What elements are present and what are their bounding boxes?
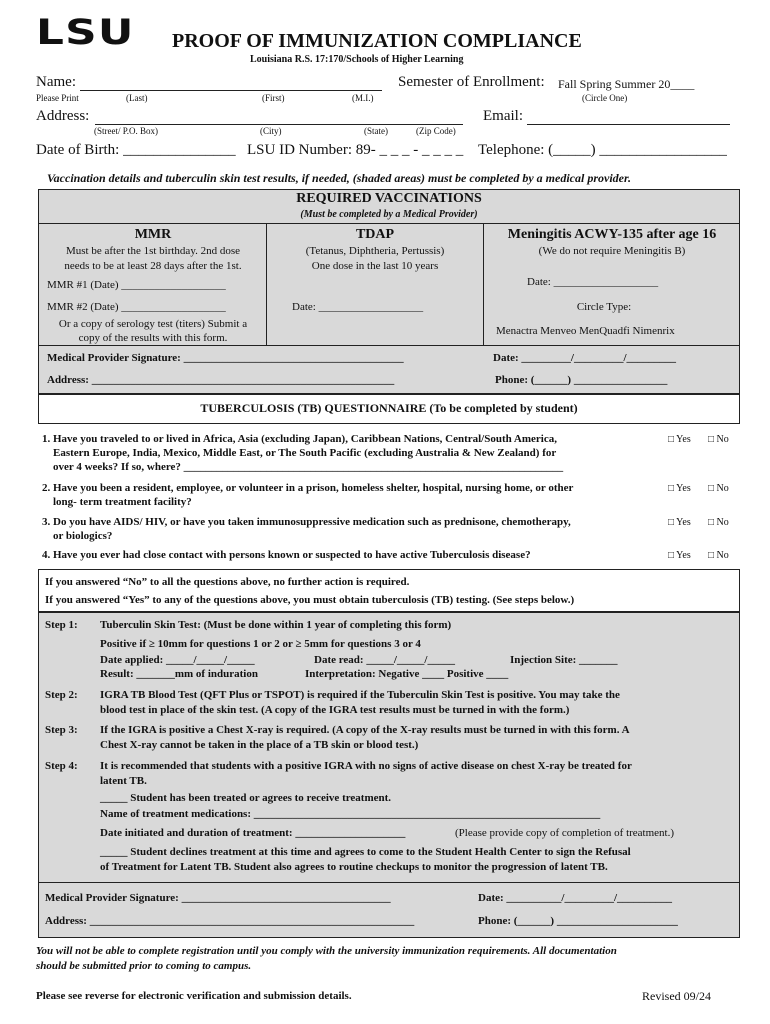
tb-question-1-where-field[interactable]: over 4 weeks? If so, where? _____________________________________________________________________ — [53, 461, 564, 473]
meningitis-note: (We do not require Meningitis B) — [538, 245, 686, 257]
tb-provider-address-field[interactable]: Address: ___________________________________________________________ — [45, 915, 415, 927]
mmr-requirement-line2: needs to be at least 28 days after the 1st. — [64, 260, 242, 272]
state-hint: (State) — [364, 126, 388, 136]
vaccination-provider-date-field[interactable]: Date: _________/_________/_________ — [493, 352, 677, 364]
dob-field[interactable]: Date of Birth: _______________ — [36, 142, 236, 158]
interpretation-field[interactable]: Interpretation: Negative ____ Positive ____ — [305, 668, 509, 680]
tdap-title: TDAP — [355, 227, 395, 242]
page-title: PROOF OF IMMUNIZATION COMPLIANCE — [172, 30, 582, 52]
step-2-line2: blood test in place of the skin test. (A copy of the IGRA test results must be turned in with the form.) — [100, 704, 570, 716]
treatment-completion-note: (Please provide copy of completion of treatment.) — [455, 827, 675, 839]
tb-q1-no-checkbox[interactable]: □ No — [708, 434, 729, 445]
vaccination-provider-address-field[interactable]: Address: _______________________________________________________ — [47, 374, 395, 386]
mmr-title: MMR — [134, 227, 172, 242]
page-subtitle: Louisiana R.S. 17:170/Schools of Higher Learning — [250, 54, 464, 65]
name-field[interactable] — [80, 90, 382, 91]
address-label: Address: — [36, 108, 90, 124]
tb-q1-yes-checkbox[interactable]: □ Yes — [668, 434, 691, 445]
step-3-line2: Chest X-ray cannot be taken in the place of a TB skin or blood test.) — [100, 739, 419, 751]
step-2-label: Step 2: — [45, 689, 78, 701]
required-vaccinations-subtitle: (Must be completed by a Medical Provider) — [300, 209, 478, 220]
last-name-hint: (Last) — [126, 93, 148, 103]
step-4-line1: It is recommended that students with a positive IGRA with no signs of active disease on chest X-ray be treated for — [100, 760, 632, 772]
date-read-field[interactable]: Date read: _____/_____/_____ — [314, 654, 455, 666]
address-field[interactable] — [95, 124, 463, 125]
mmr-dose1-field[interactable]: MMR #1 (Date) ___________________ — [47, 279, 226, 291]
step-3-line1: If the IGRA is positive a Chest X-ray is required. (A copy of the X-ray results must be turned in with this form. A — [100, 724, 630, 736]
revision-date: Revised 09/24 — [642, 989, 711, 1003]
tb-q2-no-checkbox[interactable]: □ No — [708, 483, 729, 494]
middle-initial-hint: (M.I.) — [352, 93, 374, 103]
required-vaccinations-title: REQUIRED VACCINATIONS — [296, 191, 482, 206]
tb-q3-no-checkbox[interactable]: □ No — [708, 517, 729, 528]
mmr-alternative-line2: copy of the results with this form. — [78, 332, 228, 344]
mmr-dose2-field[interactable]: MMR #2 (Date) ___________________ — [47, 301, 226, 313]
step-4-line2: latent TB. — [100, 775, 147, 787]
meningitis-date-field[interactable]: Date: ___________________ — [527, 276, 659, 288]
tb-question-1-line2: Eastern Europe, India, Mexico, Middle East, or The South Pacific (excluding Australia & New Zealand) for — [53, 447, 557, 459]
induration-result-field[interactable]: Result: _______mm of induration — [100, 668, 258, 680]
vaccination-provider-signature-field[interactable]: Medical Provider Signature: ________________________________________ — [47, 352, 404, 364]
reverse-side-note: Please see reverse for electronic verification and submission details. — [36, 990, 352, 1002]
tb-q3-yes-checkbox[interactable]: □ Yes — [668, 517, 691, 528]
tb-q4-no-checkbox[interactable]: □ No — [708, 550, 729, 561]
tdap-date-field[interactable]: Date: ___________________ — [292, 301, 424, 313]
telephone-field[interactable]: Telephone: (_____) _________________ — [478, 142, 727, 158]
zip-hint: (Zip Code) — [416, 126, 456, 136]
tb-question-4: 4. Have you ever had close contact with persons known or suspected to have active Tuberculosis disease? — [42, 549, 531, 561]
tdap-requirement: One dose in the last 10 years — [311, 260, 439, 272]
divider — [38, 223, 740, 224]
lsu-logo: LSU — [36, 13, 135, 53]
step-2-line1: IGRA TB Blood Test (QFT Plus or TSPOT) is required if the Tuberculin Skin Test is positive. You may take the — [100, 689, 620, 701]
tdap-description: (Tetanus, Diphtheria, Pertussis) — [305, 245, 445, 257]
treated-agreement-field[interactable]: _____ Student has been treated or agrees to receive treatment. — [100, 792, 392, 804]
tb-question-3-line2: or biologics? — [53, 530, 113, 542]
injection-site-field[interactable]: Injection Site: _______ — [510, 654, 618, 666]
tb-question-2-line1: 2. Have you been a resident, employee, or volunteer in a prison, homeless shelter, hospital, nursing home, or other — [42, 482, 574, 494]
semester-label: Semester of Enrollment: — [398, 74, 545, 90]
tb-provider-phone-field[interactable]: Phone: (______) ______________________ — [478, 915, 678, 927]
street-hint: (Street/ P.O. Box) — [94, 126, 158, 136]
treatment-medications-field[interactable]: Name of treatment medications: _______________________________________________________________ — [100, 808, 601, 820]
mmr-requirement-line1: Must be after the 1st birthday. 2nd dose — [65, 245, 241, 257]
date-applied-field[interactable]: Date applied: _____/_____/_____ — [100, 654, 255, 666]
please-print-hint: Please Print — [36, 93, 79, 103]
tb-provider-signature-field[interactable]: Medical Provider Signature: ______________________________________ — [45, 892, 391, 904]
mmr-alternative-line1: Or a copy of serology test (titers) Submit a — [58, 318, 248, 330]
vaccination-provider-phone-field[interactable]: Phone: (______) _________________ — [495, 374, 668, 386]
tb-questionnaire-title: TUBERCULOSIS (TB) QUESTIONNAIRE (To be completed by student) — [200, 401, 578, 415]
registration-note-line2: should be submitted prior to coming to campus. — [36, 960, 252, 972]
semester-options[interactable]: Fall Spring Summer 20____ — [558, 77, 695, 91]
email-field[interactable] — [527, 124, 730, 125]
declines-treatment-field[interactable]: _____ Student declines treatment at this time and agrees to come to the Student Health Center to sign the Refusal — [100, 846, 631, 858]
step-1-label: Step 1: — [45, 619, 78, 631]
tb-provider-date-field[interactable]: Date: __________/_________/__________ — [478, 892, 673, 904]
circle-type-label: Circle Type: — [576, 301, 632, 313]
tb-yes-instruction: If you answered “Yes” to any of the questions above, you must obtain tuberculosis (TB) testing. (See steps below.) — [45, 594, 575, 606]
tb-q2-yes-checkbox[interactable]: □ Yes — [668, 483, 691, 494]
lsu-id-field[interactable]: LSU ID Number: 89- _ _ _ - _ _ _ _ — [247, 142, 464, 158]
step-3-label: Step 3: — [45, 724, 78, 736]
tb-question-2-line2: long- term treatment facility? — [53, 496, 192, 508]
treatment-date-duration-field[interactable]: Date initiated and duration of treatment: ____________________ — [100, 827, 406, 839]
step-4-label: Step 4: — [45, 760, 78, 772]
step-1-title: Tuberculin Skin Test: (Must be done within 1 year of completing this form) — [100, 619, 452, 631]
declines-treatment-line2: of Treatment for Latent TB. Student also agrees to routine checkups to monitor the progression of latent TB. — [100, 861, 608, 873]
circle-one-hint: (Circle One) — [582, 93, 628, 103]
name-label: Name: — [36, 74, 76, 90]
vaccination-note: Vaccination details and tuberculin skin test results, if needed, (shaded areas) must be completed by a medical provider. — [47, 171, 631, 185]
meningitis-title: Meningitis ACWY-135 after age 16 — [507, 227, 717, 242]
email-label: Email: — [483, 108, 523, 124]
step-1-positive-criteria: Positive if ≥ 10mm for questions 1 or 2 or ≥ 5mm for questions 3 or 4 — [100, 638, 421, 650]
first-name-hint: (First) — [262, 93, 285, 103]
tb-no-instruction: If you answered “No” to all the questions above, no further action is required. — [45, 576, 410, 588]
tb-question-1-line1: 1. Have you traveled to or lived in Africa, Asia (excluding Japan), Caribbean Nations, Central/South America, — [42, 433, 557, 445]
registration-note-line1: You will not be able to complete registration until you comply with the university immunization requirements. All documentation — [36, 945, 617, 957]
meningitis-type-options[interactable]: Menactra Menveo MenQuadfi Nimenrix — [496, 325, 675, 337]
divider — [38, 882, 740, 883]
tb-q4-yes-checkbox[interactable]: □ Yes — [668, 550, 691, 561]
tb-question-3-line1: 3. Do you have AIDS/ HIV, or have you taken immunosuppressive medication such as prednisone, chemotherapy, — [42, 516, 571, 528]
city-hint: (City) — [260, 126, 282, 136]
